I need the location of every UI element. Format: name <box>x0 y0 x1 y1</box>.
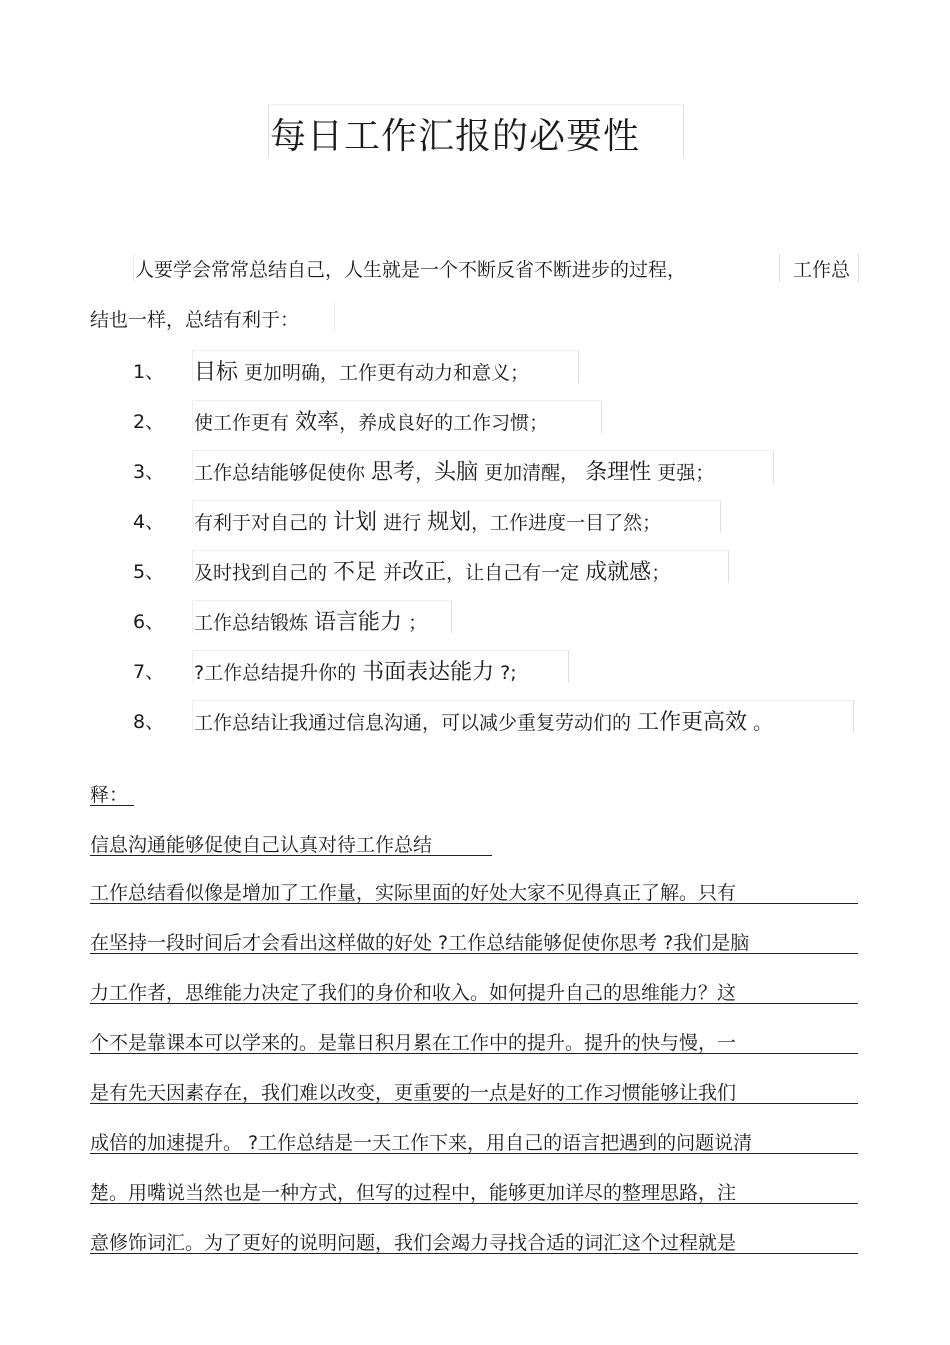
paragraph-line: 意修饰词汇。为了更好的说明问题，我们会竭力寻找合适的词汇这个过程就是 <box>90 1232 737 1254</box>
intro-line-1: 人要学会常常总结自己，人生就是一个不断反省不断进步的过程， <box>135 259 687 281</box>
keyword: 思考 <box>371 460 416 485</box>
list-text-segment: 更强； <box>651 462 715 484</box>
list-item-number: 1、 <box>133 361 165 383</box>
keyword: 目标 <box>194 360 239 385</box>
paragraph-underline <box>90 1203 858 1204</box>
sub-heading: 信息沟通能够促使自己认真对待工作总结 <box>90 834 433 856</box>
list-text-segment: ?工作总结提升你的 <box>194 662 363 684</box>
list-text-segment: 更加明确，工作更有动力和意义； <box>238 362 530 384</box>
list-text-segment: ，工作进度一目了然； <box>471 512 662 534</box>
keyword: 条理性 <box>585 460 652 485</box>
paragraph-line: 在坚持一段时间后才会看出这样做的好处 ?工作总结能够促使你思考 ?我们是脑 <box>90 932 750 954</box>
paragraph-line: 楚。用嘴说当然也是一种方式，但写的过程中，能够更加详尽的整理思路，注 <box>90 1182 737 1204</box>
list-text-segment: ； <box>402 612 428 634</box>
keyword: 效率 <box>295 410 340 435</box>
list-item-text <box>194 505 661 536</box>
paragraph-underline <box>90 1053 858 1054</box>
list-item-number: 4、 <box>133 511 165 533</box>
list-text-segment: 。 <box>747 712 773 734</box>
intro-line-1-tail: 工作总 <box>793 259 851 281</box>
paragraph-line: 工作总结看似像是增加了工作量，实际里面的好处大家不见得真正了解。只有 <box>90 882 737 904</box>
list-item-number: 3、 <box>133 461 165 483</box>
note-label: 释： <box>90 784 129 806</box>
intro-line-2: 结也一样，总结有利于： <box>90 309 300 331</box>
page-title: 每日工作汇报的必要性 <box>270 116 641 157</box>
list-item-text <box>194 405 548 436</box>
list-text-segment: ， <box>415 462 435 484</box>
paragraph-underline <box>90 1103 858 1104</box>
note-underline <box>90 805 134 806</box>
keyword: 不足 <box>333 560 378 585</box>
list-item-text <box>194 355 529 386</box>
keyword: 书面表达能力 <box>362 660 495 685</box>
list-item-number: 6、 <box>133 611 165 633</box>
list-text-segment: 工作总结让我通过信息沟通，可以减少重复劳动们的 <box>194 712 638 734</box>
list-text-segment: 有利于对自己的 <box>194 512 334 534</box>
list-item-text <box>194 655 517 686</box>
list-text-segment: 进行 <box>377 512 428 534</box>
keyword: 语言能力 <box>314 610 403 635</box>
keyword: 规划 <box>427 510 472 535</box>
list-text-segment: 并 <box>377 562 403 584</box>
keyword: 头脑 <box>434 460 479 485</box>
paragraph-line: 个不是靠课本可以学来的。是靠日积月累在工作中的提升。提升的快与慢，一 <box>90 1032 737 1054</box>
list-text-segment: 更加清醒， <box>478 462 586 484</box>
paragraph-line: 成倍的加速提升。 ?工作总结是一天工作下来，用自己的语言把遇到的问题说清 <box>90 1132 753 1154</box>
list-item-text <box>194 705 772 736</box>
paragraph-underline <box>90 1253 858 1254</box>
keyword: 改正 <box>402 560 447 585</box>
list-text-segment: 使工作更有 <box>194 412 296 434</box>
list-item-text <box>194 555 670 586</box>
sub-heading-underline <box>90 855 492 856</box>
list-text-segment: 及时找到自己的 <box>194 562 334 584</box>
list-text-segment: ?; <box>494 662 517 684</box>
list-text-segment: ； <box>651 562 671 584</box>
list-item-number: 8、 <box>133 711 165 733</box>
keyword: 计划 <box>333 510 378 535</box>
list-item-number: 7、 <box>133 661 165 683</box>
list-text-segment: ，养成良好的工作习惯； <box>339 412 549 434</box>
keyword: 成就感 <box>585 560 652 585</box>
list-item-text <box>194 455 714 486</box>
list-text-segment: ，让自己有一定 <box>446 562 586 584</box>
paragraph-underline <box>90 1153 858 1154</box>
paragraph-line: 力工作者，思维能力决定了我们的身价和收入。如何提升自己的思维能力？这 <box>90 982 737 1004</box>
list-item-text <box>194 605 427 636</box>
list-item-number: 5、 <box>133 561 165 583</box>
paragraph-underline <box>90 953 858 954</box>
keyword: 工作更高效 <box>637 710 748 735</box>
paragraph-line: 是有先天因素存在，我们难以改变，更重要的一点是好的工作习惯能够让我们 <box>90 1082 737 1104</box>
list-item-number: 2、 <box>133 411 165 433</box>
paragraph-underline <box>90 903 858 904</box>
list-text-segment: 工作总结锻炼 <box>194 612 315 634</box>
paragraph-underline <box>90 1003 858 1004</box>
list-text-segment: 工作总结能够促使你 <box>194 462 372 484</box>
